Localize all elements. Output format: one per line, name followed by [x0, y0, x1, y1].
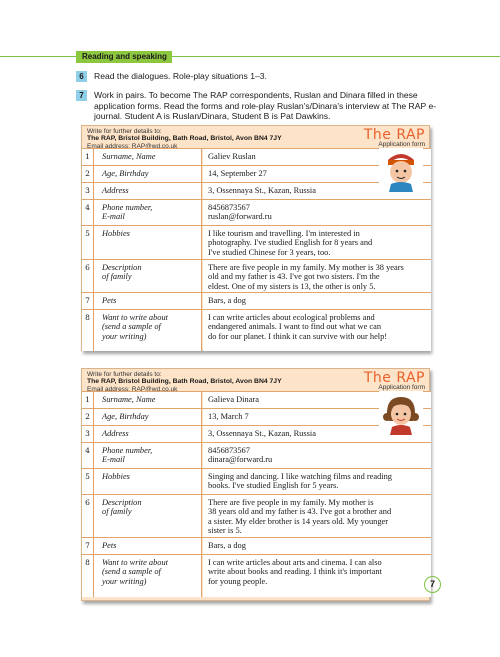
row-number: 3	[82, 183, 94, 199]
row-label: Surname, Name	[94, 149, 202, 165]
row-value: 14, September 27	[203, 166, 431, 182]
row-value: 8456873567 ruslan@forward.ru	[203, 200, 431, 225]
row-number: 6	[82, 260, 94, 292]
row-number: 6	[82, 495, 94, 537]
row-label: Phone number, E-mail	[94, 443, 202, 468]
girl-portrait-icon	[379, 391, 423, 435]
form-row	[82, 225, 431, 259]
header-rule	[0, 56, 500, 57]
form-row	[82, 494, 431, 537]
row-number: 1	[82, 392, 94, 408]
task-text: Read the dialogues. Role-play situations 1–3.	[94, 71, 267, 81]
row-value: 3, Ossennaya St., Kazan, Russia	[203, 183, 431, 199]
row-value: 3, Ossennaya St., Kazan, Russia	[203, 426, 431, 442]
form-row	[82, 199, 431, 225]
row-value: 8456873567 dinara@forward.ru	[203, 443, 431, 468]
form-label: Application form	[378, 384, 425, 391]
row-value: Bars, a dog	[203, 293, 431, 309]
form-row	[82, 537, 431, 554]
rap-logo: The RAP	[363, 127, 425, 143]
row-label: Description of family	[94, 260, 202, 292]
rap-logo: The RAP	[363, 370, 425, 386]
row-value: Galiev Ruslan	[203, 149, 431, 165]
row-label: Hobbies	[94, 226, 202, 259]
row-value: I can write articles about arts and cinema. I can also write about books and reading. I think it's important for young people.	[203, 555, 431, 597]
row-number: 8	[82, 310, 94, 351]
form-row	[82, 554, 431, 597]
section-title: Reading and speaking	[76, 51, 172, 63]
row-label: Age, Birthday	[94, 409, 202, 425]
row-label: Description of family	[94, 495, 202, 537]
row-label: Surname, Name	[94, 392, 202, 408]
task-number: 7	[76, 90, 87, 101]
row-value: 13, March 7	[203, 409, 431, 425]
row-label: Phone number, E-mail	[94, 200, 202, 225]
row-label: Pets	[94, 538, 202, 554]
row-label: Address	[94, 183, 202, 199]
row-number: 7	[82, 293, 94, 309]
form-row	[82, 442, 431, 468]
email-address: Email address: RAP@wd.co.uk	[87, 142, 178, 150]
row-label: Address	[94, 426, 202, 442]
row-label: Age, Birthday	[94, 166, 202, 182]
row-label: Pets	[94, 293, 202, 309]
page-number: 7	[424, 576, 441, 593]
row-value: Singing and dancing. I like watching films and reading books. I've studied English for 5 years.	[203, 469, 431, 494]
row-label: Hobbies	[94, 469, 202, 494]
write-line: Write for further details to:	[87, 371, 162, 378]
row-number: 3	[82, 426, 94, 442]
task-number: 6	[76, 71, 87, 82]
row-value: There are five people in my family. My mother is 38 years old and my father is 43. I've got two sisters. I'm the eldest. One of my sisters is 13, the other is only 5.	[203, 260, 431, 292]
row-number: 2	[82, 409, 94, 425]
row-number: 5	[82, 226, 94, 259]
row-number: 5	[82, 469, 94, 494]
form-header	[82, 369, 429, 391]
task-text: Work in pairs. To become The RAP correspondents, Ruslan and Dinara filled in these application forms. Read the forms and role-play Ruslan's/Dinara's interview at The RAP e-journal. Student A is Ruslan/Dinara, Student B is Pat Dawkins.	[94, 90, 437, 122]
form-row	[82, 292, 431, 309]
row-value: There are five people in my family. My mother is 38 years old and my father is 43. I've got a brother and a sister. My elder brother is 14 years old. My younger sister is 5.	[203, 495, 431, 537]
email-address: Email address: RAP@wd.co.uk	[87, 385, 178, 393]
row-value: I can write articles about ecological problems and endangered animals. I want to find out what we can do for our planet. I think it can survive with our help!	[203, 310, 431, 351]
row-number: 1	[82, 149, 94, 165]
row-value: Galieva Dinara	[203, 392, 431, 408]
row-label: Want to write about (send a sample of your writing)	[94, 310, 202, 351]
form-label: Application form	[378, 141, 425, 148]
row-label: Want to write about (send a sample of your writing)	[94, 555, 202, 597]
form-header	[82, 126, 429, 148]
boy-portrait-icon	[379, 148, 423, 192]
application-form-dinara	[81, 368, 430, 601]
postal-address: The RAP, Bristol Building, Bath Road, Bristol, Avon BN4 7JY	[87, 135, 282, 142]
row-number: 4	[82, 443, 94, 468]
postal-address: The RAP, Bristol Building, Bath Road, Bristol, Avon BN4 7JY	[87, 378, 282, 385]
row-value: Bars, a dog	[203, 538, 431, 554]
row-value: I like tourism and travelling. I'm interested in photography. I've studied English for 8 years and I've studied Chinese for 3 years, too.	[203, 226, 431, 259]
application-form-ruslan	[81, 125, 430, 351]
form-row	[82, 259, 431, 292]
row-number: 2	[82, 166, 94, 182]
row-number: 8	[82, 555, 94, 597]
form-row	[82, 468, 431, 494]
form-row	[82, 309, 431, 351]
row-number: 7	[82, 538, 94, 554]
write-line: Write for further details to:	[87, 128, 162, 135]
row-number: 4	[82, 200, 94, 225]
